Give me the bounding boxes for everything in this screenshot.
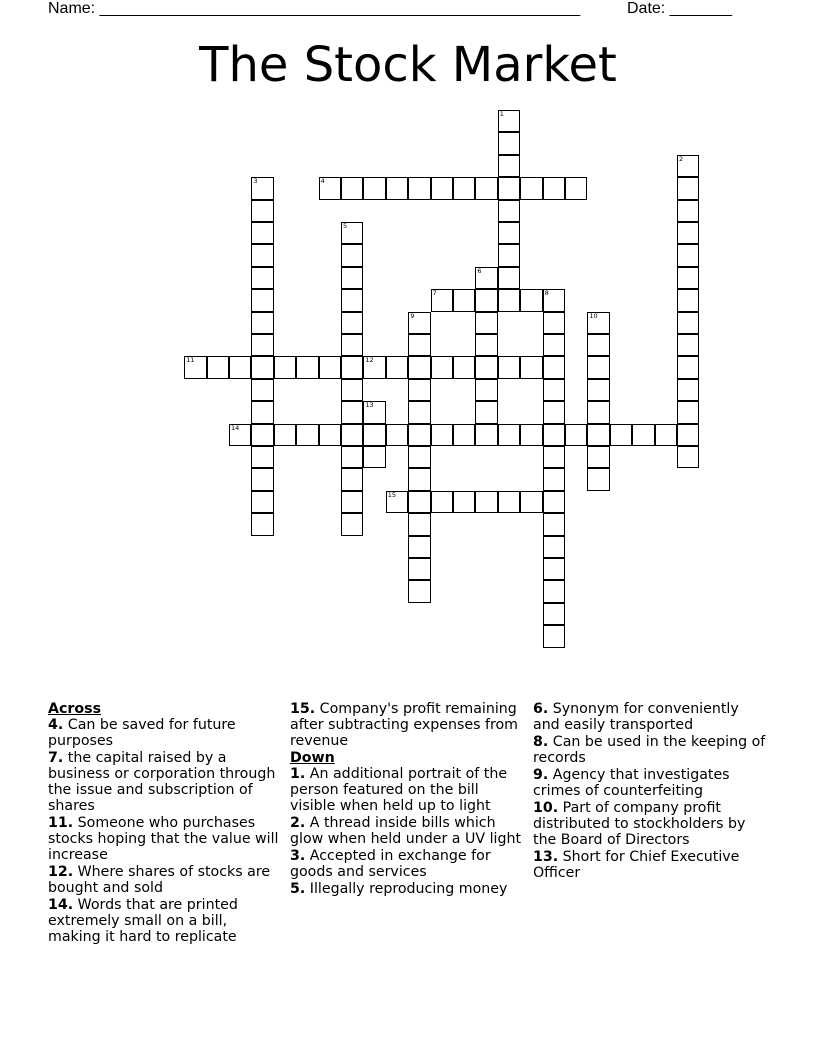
grid-cell[interactable]	[341, 267, 363, 289]
grid-cell[interactable]	[543, 558, 565, 580]
clue-number: 5	[343, 222, 348, 230]
clue-down-13: 13. Short for Chief Executive Officer	[533, 849, 740, 881]
grid-cell[interactable]	[296, 356, 318, 378]
grid-cell[interactable]	[520, 424, 542, 446]
grid-cell[interactable]	[341, 177, 363, 199]
grid-cell[interactable]	[543, 334, 565, 356]
grid-cell[interactable]	[453, 289, 475, 311]
grid-cell[interactable]	[498, 132, 520, 154]
grid-cell[interactable]	[498, 356, 520, 378]
grid-cell[interactable]	[587, 356, 609, 378]
grid-cell[interactable]	[587, 379, 609, 401]
grid-cell[interactable]	[408, 401, 430, 423]
grid-cell[interactable]	[498, 177, 520, 199]
grid-cell[interactable]	[207, 356, 229, 378]
grid-cell[interactable]	[453, 424, 475, 446]
grid-cell[interactable]	[677, 155, 699, 177]
clue-down-2: 2. A thread inside bills which glow when held under a UV light	[290, 815, 522, 847]
name-field-label[interactable]: Name: ______________________________________________________	[48, 0, 581, 17]
grid-cell[interactable]	[587, 468, 609, 490]
grid-cell[interactable]	[341, 468, 363, 490]
grid-cell[interactable]	[251, 222, 273, 244]
grid-cell[interactable]	[341, 446, 363, 468]
grid-cell[interactable]	[251, 312, 273, 334]
grid-cell[interactable]	[408, 424, 430, 446]
grid-cell[interactable]	[431, 491, 453, 513]
grid-cell[interactable]	[677, 289, 699, 311]
grid-cell[interactable]	[587, 312, 609, 334]
grid-cell[interactable]	[543, 468, 565, 490]
grid-cell[interactable]	[408, 468, 430, 490]
grid-cell[interactable]	[677, 356, 699, 378]
grid-cell[interactable]	[363, 446, 385, 468]
grid-cell[interactable]	[520, 356, 542, 378]
grid-cell[interactable]	[543, 625, 565, 647]
grid-cell[interactable]	[587, 446, 609, 468]
grid-cell[interactable]	[587, 424, 609, 446]
grid-cell[interactable]	[408, 334, 430, 356]
grid-cell[interactable]	[431, 177, 453, 199]
grid-cell[interactable]	[251, 446, 273, 468]
clues-column-2	[290, 701, 526, 898]
clue-number: 2	[679, 154, 684, 163]
grid-cell[interactable]	[677, 267, 699, 289]
grid-cell[interactable]	[274, 424, 296, 446]
grid-cell[interactable]	[363, 424, 385, 446]
grid-cell[interactable]	[543, 536, 565, 558]
grid-cell[interactable]	[386, 491, 408, 513]
clue-number: 13	[365, 401, 374, 410]
grid-cell[interactable]	[475, 424, 497, 446]
grid-cell[interactable]	[341, 379, 363, 401]
grid-cell[interactable]	[498, 244, 520, 266]
grid-cell[interactable]	[363, 177, 385, 199]
grid-cell[interactable]	[543, 289, 565, 311]
grid-cell[interactable]	[498, 424, 520, 446]
grid-cell[interactable]	[184, 356, 206, 378]
grid-cell[interactable]	[543, 356, 565, 378]
grid-cell[interactable]	[251, 491, 273, 513]
date-field-label[interactable]: Date: _______	[627, 0, 732, 17]
grid-cell[interactable]	[543, 603, 565, 625]
clue-number: 12	[365, 356, 374, 365]
grid-cell[interactable]	[386, 356, 408, 378]
grid-cell[interactable]	[498, 491, 520, 513]
clue-number: 11	[186, 356, 195, 365]
grid-cell[interactable]	[677, 222, 699, 244]
clue-across-7: 7. the capital raised by a business or corporation through the issue and subscription of shares	[48, 750, 276, 814]
grid-cell[interactable]	[632, 424, 654, 446]
clue-number: 7	[432, 289, 437, 298]
clues-column-3	[533, 701, 769, 882]
grid-cell[interactable]	[498, 200, 520, 222]
grid-cell[interactable]	[565, 177, 587, 199]
grid-cell[interactable]	[498, 110, 520, 132]
grid-cell[interactable]	[341, 244, 363, 266]
clue-across-11: 11. Someone who purchases stocks hoping that the value will increase	[48, 815, 279, 863]
grid-cell[interactable]	[475, 334, 497, 356]
grid-cell[interactable]	[251, 334, 273, 356]
clue-down-1: 1. An additional portrait of the person featured on the bill visible when held up to light	[290, 766, 508, 814]
grid-cell[interactable]	[543, 513, 565, 535]
grid-cell[interactable]	[543, 491, 565, 513]
grid-cell[interactable]	[475, 401, 497, 423]
grid-cell[interactable]	[475, 312, 497, 334]
grid-cell[interactable]	[677, 244, 699, 266]
grid-cell[interactable]	[341, 312, 363, 334]
clue-number: 4	[320, 177, 325, 186]
grid-cell[interactable]	[408, 312, 430, 334]
grid-cell[interactable]	[453, 491, 475, 513]
grid-cell[interactable]	[498, 222, 520, 244]
clue-down-9: 9. Agency that investigates crimes of counterfeiting	[533, 767, 730, 799]
grid-cell[interactable]	[363, 356, 385, 378]
grid-cell[interactable]	[341, 424, 363, 446]
grid-cell[interactable]	[677, 379, 699, 401]
grid-cell[interactable]	[475, 379, 497, 401]
grid-cell[interactable]	[296, 424, 318, 446]
grid-cell[interactable]	[363, 401, 385, 423]
grid-cell[interactable]	[677, 424, 699, 446]
clue-number: 3	[253, 177, 258, 186]
grid-cell[interactable]	[498, 267, 520, 289]
clue-number: 1	[499, 110, 504, 118]
grid-cell[interactable]	[408, 177, 430, 199]
grid-cell[interactable]	[543, 580, 565, 602]
clue-number: 8	[544, 289, 549, 298]
grid-cell[interactable]	[677, 177, 699, 199]
grid-cell[interactable]	[251, 424, 273, 446]
clue-number: 15	[387, 490, 397, 499]
grid-cell[interactable]	[229, 356, 251, 378]
clue-number: 6	[477, 266, 482, 275]
grid-cell[interactable]	[543, 379, 565, 401]
grid-cell[interactable]	[386, 177, 408, 199]
clue-number: 10	[589, 311, 598, 320]
grid-cell[interactable]	[408, 536, 430, 558]
grid-cell[interactable]	[341, 513, 363, 535]
grid-cell[interactable]	[677, 200, 699, 222]
grid-cell[interactable]	[408, 580, 430, 602]
grid-cell[interactable]	[453, 356, 475, 378]
grid-cell[interactable]	[453, 177, 475, 199]
grid-cell[interactable]	[251, 200, 273, 222]
grid-cell[interactable]	[655, 424, 677, 446]
grid-cell[interactable]	[587, 401, 609, 423]
down-heading: Down	[290, 750, 335, 766]
grid-cell[interactable]	[341, 334, 363, 356]
grid-cell[interactable]	[341, 491, 363, 513]
clues-column-1	[48, 701, 284, 946]
grid-cell[interactable]	[498, 155, 520, 177]
grid-cell[interactable]	[498, 289, 520, 311]
grid-cell[interactable]	[251, 267, 273, 289]
grid-cell[interactable]	[408, 558, 430, 580]
grid-cell[interactable]	[475, 356, 497, 378]
grid-cell[interactable]	[408, 379, 430, 401]
grid-cell[interactable]	[319, 177, 341, 199]
clue-across-4: 4. Can be saved for future purposes	[48, 717, 236, 749]
grid-cell[interactable]	[251, 356, 273, 378]
grid-cell[interactable]	[251, 513, 273, 535]
grid-cell[interactable]	[520, 177, 542, 199]
grid-cell[interactable]	[251, 468, 273, 490]
grid-cell[interactable]	[431, 289, 453, 311]
grid-cell[interactable]	[341, 356, 363, 378]
grid-cell[interactable]	[274, 356, 296, 378]
grid-cell[interactable]	[610, 424, 632, 446]
clue-number: 14	[231, 423, 240, 432]
grid-cell[interactable]	[386, 424, 408, 446]
grid-cell[interactable]	[251, 177, 273, 199]
grid-cell[interactable]	[319, 424, 341, 446]
grid-cell[interactable]	[408, 491, 430, 513]
clue-down-5: 5. Illegally reproducing money	[290, 881, 508, 897]
grid-cell[interactable]	[341, 401, 363, 423]
across-heading: Across	[48, 701, 102, 717]
grid-cell[interactable]	[251, 379, 273, 401]
grid-cell[interactable]	[543, 177, 565, 199]
grid-cell[interactable]	[431, 356, 453, 378]
clue-across-14: 14. Words that are printed extremely small on a bill, making it hard to replicate	[48, 897, 238, 945]
grid-cell[interactable]	[475, 177, 497, 199]
grid-cell[interactable]	[408, 356, 430, 378]
grid-cell[interactable]	[677, 312, 699, 334]
grid-cell[interactable]	[543, 312, 565, 334]
clue-down-8: 8. Can be used in the keeping of records	[533, 734, 766, 766]
grid-cell[interactable]	[408, 446, 430, 468]
grid-cell[interactable]	[677, 446, 699, 468]
clue-down-3: 3. Accepted in exchange for goods and services	[290, 848, 491, 880]
grid-cell[interactable]	[251, 289, 273, 311]
grid-cell[interactable]	[587, 334, 609, 356]
grid-cell[interactable]	[475, 289, 497, 311]
grid-cell[interactable]	[543, 424, 565, 446]
grid-cell[interactable]	[229, 424, 251, 446]
grid-cell[interactable]	[341, 289, 363, 311]
clue-down-6: 6. Synonym for conveniently and easily transported	[533, 701, 739, 733]
page-title: The Stock Market	[199, 37, 617, 93]
grid-cell[interactable]	[520, 491, 542, 513]
grid-cell[interactable]	[341, 222, 363, 244]
grid-cell[interactable]	[251, 244, 273, 266]
grid-cell[interactable]	[319, 356, 341, 378]
grid-cell[interactable]	[543, 446, 565, 468]
clue-across-15: 15. Company's profit remaining after subtracting expenses from revenue	[290, 701, 519, 749]
grid-cell[interactable]	[251, 401, 273, 423]
grid-cell[interactable]	[565, 424, 587, 446]
clue-across-12: 12. Where shares of stocks are bought and sold	[48, 864, 271, 896]
clue-down-10: 10. Part of company profit distributed to stockholders by the Board of Directors	[533, 800, 746, 848]
grid-cell[interactable]	[520, 289, 542, 311]
grid-cell[interactable]	[543, 401, 565, 423]
grid-cell[interactable]	[408, 513, 430, 535]
grid-cell[interactable]	[475, 491, 497, 513]
grid-cell[interactable]	[677, 401, 699, 423]
grid-cell[interactable]	[677, 334, 699, 356]
clue-number: 9	[410, 311, 415, 320]
grid-cell[interactable]	[475, 267, 497, 289]
grid-cell[interactable]	[431, 424, 453, 446]
